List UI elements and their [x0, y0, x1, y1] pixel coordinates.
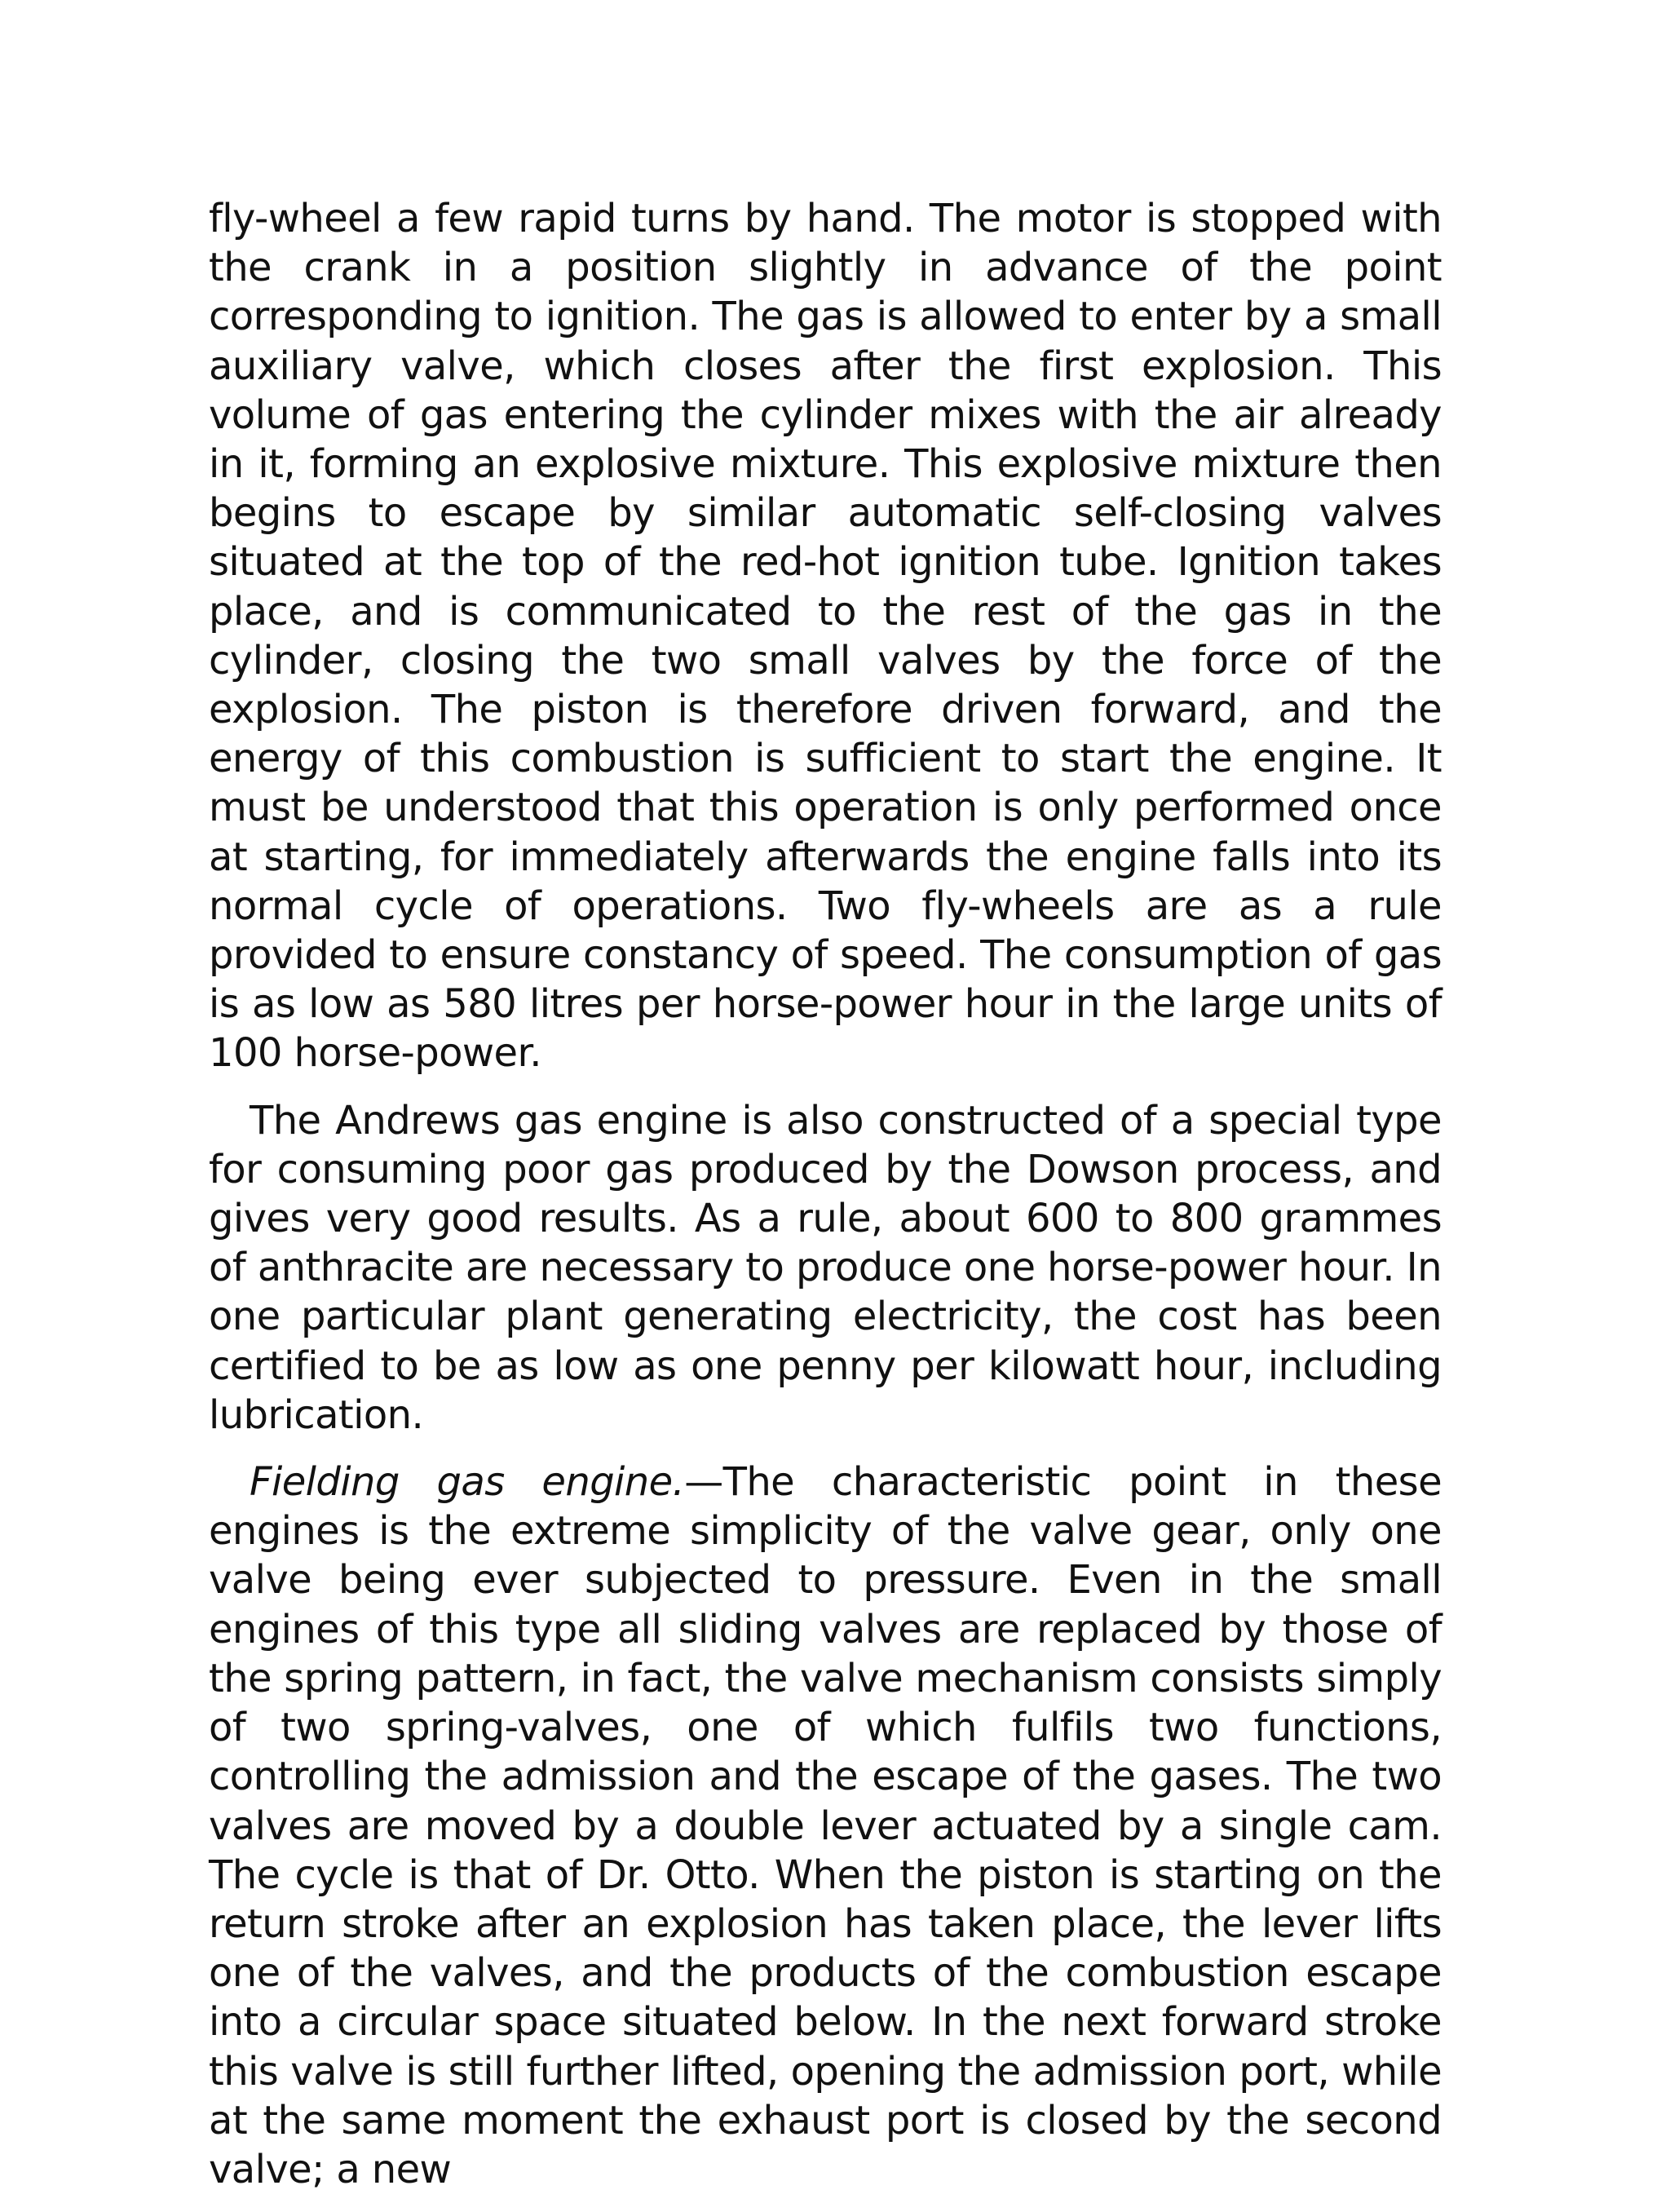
paragraph-text: fly-wheel a few rapid turns by hand. The motor is stopped with the crank in a position slightly in advance of the point corresponding to ignition. The gas is allowed to enter by a small auxiliary valve, which closes after the first explosion. This volume of gas entering the cylinder mixes with the air already in it, forming an explosive mixture. This explosive mixture then begins to escape by similar automatic self-closing valves situated at the top of the red-hot ignition tube. Ignition takes place, and is communicated to the rest of the gas in the cylinder, closing the two small valves by the force of the explosion. The piston is therefore driven forward, and the energy of this combustion is sufficient to start the engine. It must be understood that this operation is only performed once at starting, for immediately afterwards the engine falls into its normal cycle of operations. Two fly-wheels are as a rule provided to ensure constancy of speed. The consumption of gas is as low as 580 litres per horse-power hour in the large units of 100 horse-power. [209, 196, 1442, 1077]
paragraph-starting [209, 194, 1442, 1078]
paragraph-fielding-engine [209, 1458, 1442, 2194]
paragraph-text: —The characteristic point in these engines is the extreme simplicity of the valve gear, only one valve being ever subjected to pressure. Even in the small engines of this type all sliding valves are replaced by those of the spring pattern, in fact, the valve mechanism consists simply of two spring-valves, one of which fulfils two functions, controlling the admission and the escape of the gases. The two valves are moved by a double lever actuated by a single cam. The cycle is that of Dr. Otto. When the piston is starting on the return stroke after an explosion has taken place, the lever lifts one of the valves, and the products of the combustion escape into a circular space situated below. In the next forward stroke this valve is still further lifted, opening the admission port, while at the same moment the exhaust port is closed by the second valve; a new [209, 1459, 1442, 2192]
paragraph-andrews-engine [209, 1096, 1442, 1440]
page-body [209, 194, 1442, 2212]
paragraph-text: The Andrews gas engine is also constructed of a special type for consuming poor gas produced by the Dowson process, and gives very good results. As a rule, about 600 to 800 grammes of anthracite are necessary to produce one horse-power hour. In one particular plant generating electricity, the cost has been certified to be as low as one penny per kilowatt hour, including lubrication. [209, 1097, 1442, 1438]
paragraph-lead-italic: Fielding gas engine. [250, 1459, 685, 1506]
